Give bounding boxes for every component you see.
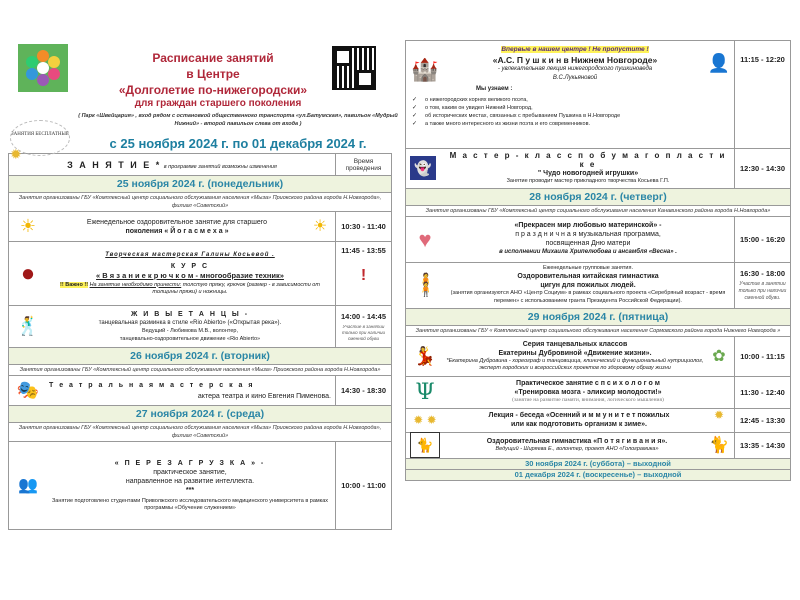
list-item: ✓ о том, каким он увидел Нижний Новгород, [412, 104, 704, 112]
session-row [406, 262, 791, 308]
dancers-icon: 🕺 [16, 316, 40, 336]
date-header: 27 ноября 2024 г. (среда) [9, 406, 392, 423]
session-row [9, 306, 392, 348]
session-pre: Еженедельные групповые занятия. [542, 264, 634, 271]
course-label: К У Р С [170, 262, 210, 270]
organizer-text: Занятия организованы ГБУ «Комплексный центр социального обслуживания населения «Мыза» Приокского района города Н.Новгорода», филиал «Советский» [9, 423, 392, 442]
session-time: 11:15 - 12:20 [735, 41, 791, 149]
title-line-3: «Долголетие по-нижегородски» [118, 83, 308, 97]
session-title: Практическое занятие с п с и х о л о г о м [516, 380, 660, 388]
list-item: ✓ об исторических местах, связанных с пребыванием Пушкина в Н.Новгороде [412, 112, 704, 120]
session-time: 14:30 - 18:30 [336, 376, 392, 406]
session-note: Занятие проводит мастер прикладного творчества Косьева Г.П. [506, 178, 670, 184]
session-title: Лекция - беседа «Осенний и м м у н и т е т пожилых [488, 412, 670, 419]
session-line: танцевально-оздоровительное движение «Rio Abierto» [119, 335, 261, 342]
session-title: поколения « Й о г а с м е х а » [125, 227, 229, 235]
date-header-row [406, 188, 791, 205]
session-title: М а с т е р - к л а с с п о б у м а г о п л а с т и к е [449, 151, 727, 169]
session-row [406, 376, 791, 408]
session-title: Еженедельное оздоровительное занятие для старшего [86, 218, 268, 226]
dancer-icon: 💃 [413, 345, 437, 366]
session-line: *** [185, 486, 195, 494]
pushkin-portrait-icon: 👤 [707, 52, 731, 73]
session-time: 11:45 - 13:55 [341, 246, 386, 255]
session-time: 12:30 - 14:30 [735, 149, 791, 189]
session-line: актера театра и кино Евгения Пименова. [197, 392, 331, 400]
organizer-row [9, 193, 392, 212]
learn-list [412, 96, 704, 128]
session-row [406, 336, 791, 376]
qr-code-icon [332, 46, 376, 90]
left-page [8, 38, 398, 530]
session-time: 13:35 - 14:30 [735, 432, 791, 458]
date-header-row [9, 406, 392, 423]
session-footnote: *Екатерина Дубровина - хореограф и танцовщица, клинический и функциональный нутрициолог, эксперт городских и всероссийских проектов по здоровому образу жизни [446, 357, 704, 371]
weekend-saturday: 30 ноября 2024 г. (суббота) – выходной [406, 458, 791, 469]
session-footnote: (занятия организуются АНО «Центр Социум» в рамках социального проекта «Серебряный возраст - время перемен» с использованием гранта Президента Российской Федерации). [450, 290, 726, 304]
organizer-text: Занятия организованы ГБУ «Комплексный центр социального обслуживания населения «Мыза» Приокского района города Н.Новгорода», филиал «Советский» [9, 193, 392, 212]
session-line: посвященная Дню матери [545, 240, 631, 247]
theater-curtain-icon: 🎭 [16, 380, 40, 400]
brain-people-icon: 👥 [18, 477, 38, 494]
session-title: или как подготовить организм к зиме». [511, 421, 647, 428]
time-note: Участие в занятии только при наличии сменной обуви. [738, 280, 787, 301]
session-title: Ж И В Ы Е Т А Н Ц Ы - [130, 311, 250, 318]
schedule-table-right [405, 40, 791, 481]
date-header: 28 ноября 2024 г. (четверг) [406, 188, 791, 205]
organizer-row [9, 423, 392, 442]
session-footnote: (занятие на развитие памяти, внимания, логического мышления) [512, 397, 664, 404]
subtitle: для граждан старшего поколения [134, 98, 302, 109]
session-row [9, 442, 392, 530]
session-leader: Ведущий - Ширяева Е., волонтер, проект АНО «Голограмика» [495, 445, 659, 452]
session-time: 16:30 - 18:00 [739, 268, 786, 278]
banner-text: Впервые в нашем центре ! Не пропустите ! [501, 46, 649, 53]
date-header-row [406, 308, 791, 325]
session-line: танцевальная разминка в стиле «Rio Abierto» («Открытая река»). [98, 320, 282, 326]
session-row [406, 432, 791, 458]
session-row [406, 408, 791, 432]
session-subtitle: " Чудо новогодней игрушки» [537, 170, 639, 177]
organizer-row [9, 365, 392, 376]
session-footnote: Занятие подготовлено студентами Приволжского исследовательского медицинского университета в рамках программы «Обучение служением» [51, 497, 329, 511]
important-text: На занятие необходимо принести: [89, 281, 182, 288]
session-row [9, 242, 392, 306]
session-title: «Тренировка мозга - эликсир молодости!» [514, 389, 662, 397]
session-row [9, 376, 392, 406]
session-time: 11:30 - 12:40 [735, 376, 791, 408]
sun-icon: ☀ [19, 216, 37, 236]
sun-icon: ☀ [312, 218, 328, 235]
session-title: « П Е Р Е З А Г Р У З К А » - [114, 459, 266, 467]
session-row [9, 212, 392, 242]
cat-stretch-icon: 🐈 [410, 432, 440, 458]
time-header: Время проведения [336, 154, 392, 176]
session-title: «А.С. П у ш к и н в Нижнем Новгороде» [492, 55, 658, 65]
session-row [406, 216, 791, 262]
qigong-figures-icon: 🧍🧍 [417, 272, 433, 297]
session-title: Оздоровительная гимнастика «П о т я г и в а н и я». [486, 437, 668, 445]
session-performers: в исполнении Михаила Хрипелюбова и ансамбля «Весна» . [499, 249, 677, 255]
weekend-row [406, 469, 791, 480]
yarn-ball-icon: ● [20, 260, 36, 287]
schedule-table-left [8, 153, 392, 530]
important-label: !! Важно !! [60, 281, 89, 288]
organizer-row [406, 325, 791, 336]
star-icon: ✹ [10, 146, 22, 162]
session-title: цигун для пожилых людей. [540, 282, 636, 290]
tree-icon: ✿ [712, 347, 726, 365]
organizer-text: Занятия организованы ГБУ «Комплексный центр социального обслуживания населения «Мыза» Приокского района города Н.Новгорода» [9, 365, 392, 376]
star-icon: ✹ ✹ [413, 412, 437, 427]
course-title: « В я з а н и е к р ю ч к о м - многообразие техник» [96, 270, 284, 280]
workshop-name: Творческая мастерская Галины Косьевой . [105, 251, 275, 258]
free-badge: ЗАНЯТИЯ БЕСПЛАТНЫЕ [10, 120, 70, 156]
session-time: 14:00 - 14:45 [340, 311, 387, 321]
activity-header-note: в программе занятий возможны изменения [163, 163, 277, 170]
session-time: 10:30 - 11:40 [336, 212, 392, 242]
session-subtitle: - увлекательная лекция нижегородского пушкиноведа [497, 66, 653, 72]
date-header: 26 ноября 2024 г. (вторник) [9, 348, 392, 365]
table-header-row [9, 154, 392, 176]
title-line-1: Расписание занятий [152, 51, 274, 65]
paper-angel-icon: 👻 [410, 156, 436, 180]
session-author: В.С.Лукьяновой [552, 75, 598, 81]
session-row [406, 149, 791, 189]
cat-icon: 🐈 [709, 436, 729, 454]
star-icon: ✹ [713, 407, 725, 422]
list-item: ✓ а также много интересного из жизни поэта и его современников. [412, 120, 704, 128]
session-title: Екатерины Дубровиной «Движение жизни». [498, 349, 652, 357]
session-title: «Прекрасен мир любовью материнской» - [514, 222, 662, 229]
organizer-text: Занятия организованы ГБУ «Комплексный центр социального обслуживания населения Канавинского района города Н.Новгорода» [406, 205, 791, 216]
schedule-period: с 25 ноября 2024 г. по 01 декабря 2024 г. [109, 136, 367, 151]
session-title: Серия танцевальных классов [522, 340, 628, 348]
page-title [108, 50, 318, 98]
session-line: практическое занятие, [153, 468, 227, 476]
session-row [406, 41, 791, 149]
session-time: 10:00 - 11:15 [735, 336, 791, 376]
psi-icon: Ψ [415, 379, 435, 405]
time-note: Участие в занятии только при наличии сменной обуви [342, 323, 385, 341]
right-page [405, 40, 791, 481]
session-title: Т е а т р а л ь н а я м а с т е р с к а я [49, 381, 255, 389]
weekend-row [406, 458, 791, 469]
kremlin-tower-icon: 🏰 [411, 56, 439, 82]
date-header: 29 ноября 2024 г. (пятница) [406, 308, 791, 325]
session-line: направленное на развитие интеллекта. [125, 477, 255, 485]
weekend-sunday: 01 декабря 2024 г. (воскресенье) – выходной [406, 469, 791, 480]
activity-header: З А Н Я Т И Е * [67, 159, 162, 170]
learn-label: Мы узнаем : [476, 86, 513, 92]
session-title: Оздоровительная китайская гимнастика [517, 273, 659, 281]
date-header-row [9, 348, 392, 365]
address: ( Парк «Швейцария» , вход рядом с остановкой общественного транспорта «ул.Батумская», павильон «Мудрый Нижний» - второй павильон слева от входа ) [78, 113, 398, 127]
center-logo-icon [18, 44, 68, 92]
organizer-row [406, 205, 791, 216]
title-line-2: в Центре [186, 67, 240, 81]
session-time: 15:00 - 16:20 [735, 216, 791, 262]
session-line: Ведущий - Любимова М.В., волонтер, [142, 328, 238, 334]
heart-icon: ♥ [418, 226, 432, 252]
important-items: толстую пряжу, крючок (размер - в зависимости от толщины пряжи) и ножницы. [152, 281, 320, 295]
session-time: 10:00 - 11:00 [336, 442, 392, 530]
exclamation-icon: ! [360, 267, 367, 284]
date-header-row [9, 176, 392, 193]
list-item: ✓ о нижегородских корнях великого поэта, [412, 96, 704, 104]
organizer-text: Занятия организованы ГБУ « Комплексный центр социального обслуживания населения Сормовского района города Нижнего Новгорода » [406, 325, 791, 336]
session-line: п р а з д н и ч н а я музыкальная программа, [515, 231, 661, 238]
date-header: 25 ноября 2024 г. (понедельник) [9, 176, 392, 193]
schedule-header [8, 38, 398, 162]
session-time: 12:45 - 13:30 [735, 408, 791, 432]
